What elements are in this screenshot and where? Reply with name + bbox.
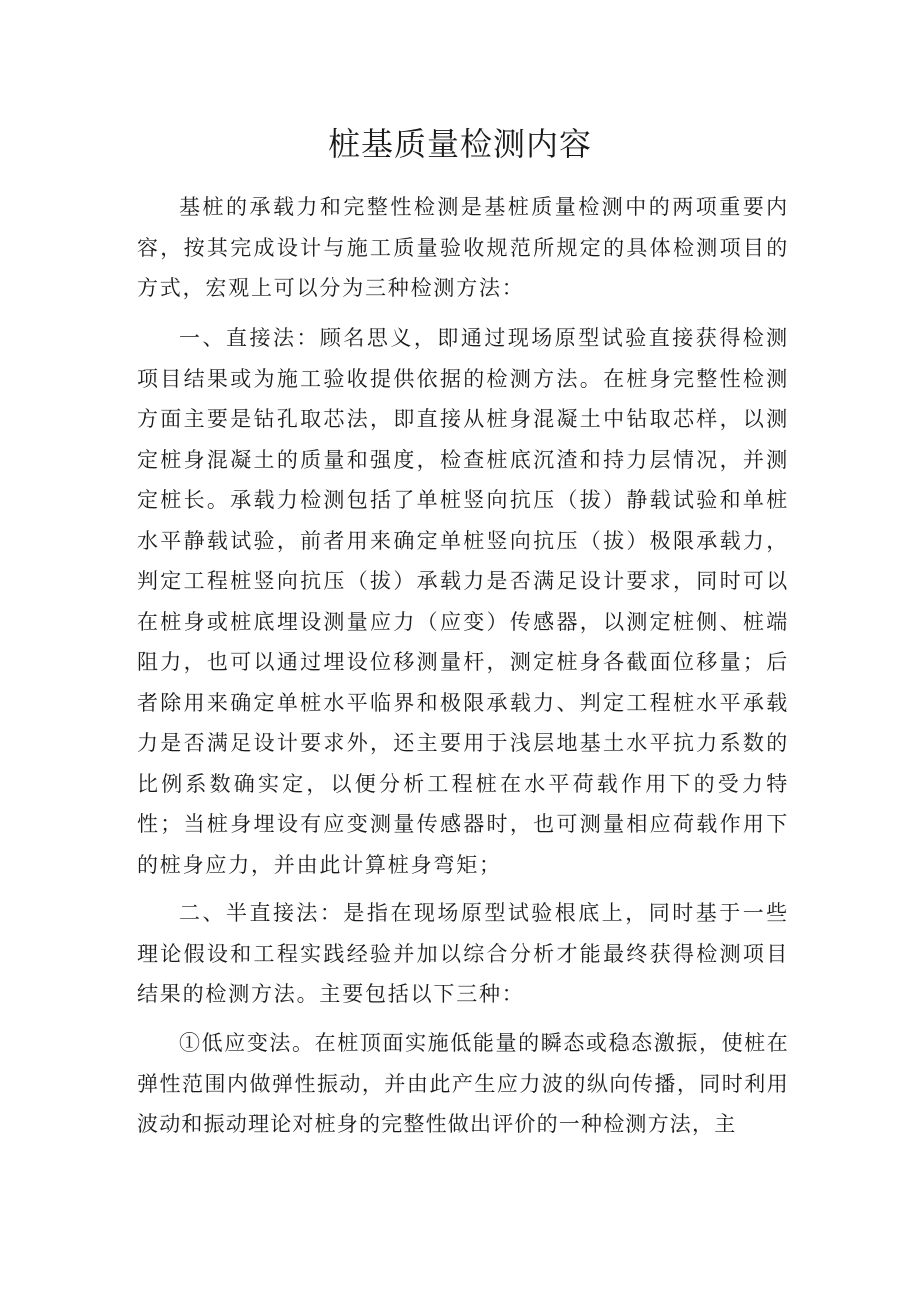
- document-title: 桩基质量检测内容: [327, 125, 592, 163]
- paragraph-semi-direct-method: 二、半直接法：是指在现场原型试验根底上，同时基于一些理论假设和工程实践经验并加以综合分析才能最终获得检测项目结果的检测方法。主要包括以下三种：: [137, 901, 789, 1006]
- paragraph-low-strain-method: ①低应变法。在桩顶面实施低能量的瞬态或稳态激振，使桩在弹性范围内做弹性振动，并由此产生应力波的纵向传播，同时利用波动和振动理论对桩身的完整性做出评价的一种检测方法，主: [137, 1031, 789, 1136]
- paragraph-direct-method: 一、直接法：顾名思义，即通过现场原型试验直接获得检测项目结果或为施工验收提供依据的检测方法。在桩身完整性检测方面主要是钻孔取芯法，即直接从桩身混凝土中钻取芯样，以测定桩身混凝土的质量和强度，检查桩底沉渣和持力层情况，并测定桩长。承载力检测包括了单桩竖向抗压（拔）静载试验和单桩水平静载试验，前者用来确定单桩竖向抗压（拔）极限承载力，判定工程桩竖向抗压（拔）承载力是否满足设计要求，同时可以在桩身或桩底埋设测量应力（应变）传感器，以测定桩侧、桩端阻力，也可以通过埋设位移测量杆，测定桩身各截面位移量；后者除用来确定单桩水平临界和极限承载力、判定工程桩水平承载力是否满足设计要求外，还主要用于浅层地基土水平抗力系数的比例系数确实定，以便分析工程桩在水平荷载作用下的受力特性；当桩身埋设有应变测量传感器时，也可测量相应荷载作用下的桩身应力，并由此计算桩身弯矩；: [137, 326, 789, 877]
- paragraph-intro: 基桩的承载力和完整性检测是基桩质量检测中的两项重要内容，按其完成设计与施工质量验收规范所规定的具体检测项目的方式，宏观上可以分为三种检测方法：: [137, 195, 789, 300]
